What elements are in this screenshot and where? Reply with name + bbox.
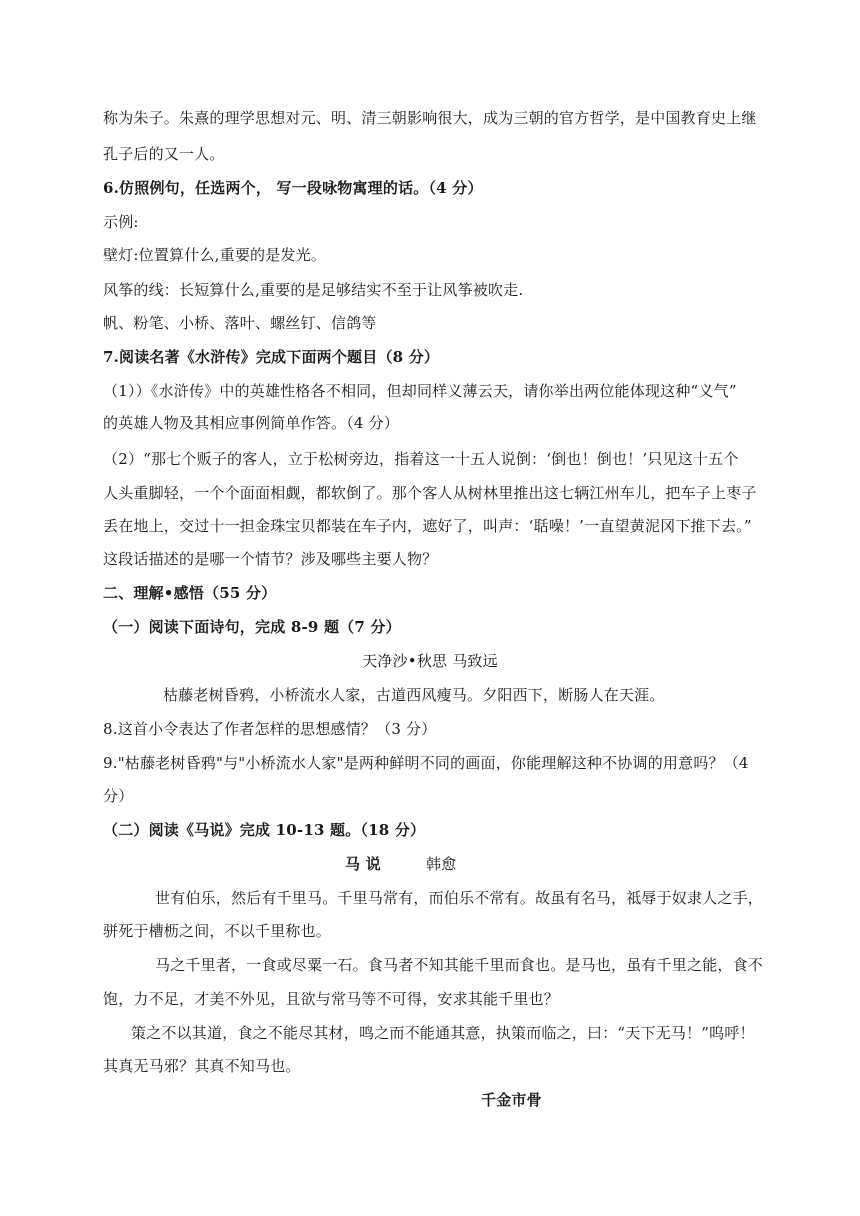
text-line: 孔子后的又一人。 bbox=[103, 145, 225, 163]
poem-text: 枯藤老树昏鸦，小桥流水人家，古道西风瘦马。夕阳西下，断肠人在天涯。 bbox=[163, 686, 665, 704]
essay-text: 世有伯乐，然后有千里马。千里马常有，而伯乐不常有。故虽有名马，祗辱于奴隶人之手， bbox=[155, 889, 764, 907]
subsection-heading: （二）阅读《马说》完成 10-13 题。（18 分） bbox=[103, 821, 426, 839]
poem-title: 天净沙•秋思 马致远 bbox=[362, 652, 498, 670]
text-line: 帆、粉笔、小桥、落叶、螺丝钉、信鸽等 bbox=[103, 314, 377, 332]
next-passage-title: 千金市骨 bbox=[481, 1091, 542, 1109]
text-line: 的英雄人物及其相应事例简单作答。（4 分） bbox=[103, 414, 400, 432]
text-line: 示例: bbox=[103, 213, 139, 231]
text-line: （2）“那七个贩子的客人，立于松树旁边，指着这一十五人说倒：‘倒也！倒也！’只见这十五个 bbox=[103, 450, 739, 468]
question-6-heading: 6.仿照例句，任选两个， 写一段咏物寓理的话。（4 分） bbox=[103, 179, 483, 197]
text-line: 这段话描述的是哪一个情节？涉及哪些主要人物？ bbox=[103, 550, 438, 568]
text-line: 人头重脚轻，一个个面面相觑，都软倒了。那个客人从树林里推出这七辆江州车儿，把车子上枣子 bbox=[103, 484, 757, 502]
text-line: 壁灯:位置算什么,重要的是发光。 bbox=[103, 246, 327, 264]
essay-text: 饱，力不足，才美不外见，且欲与常马等不可得，安求其能千里也？ bbox=[103, 990, 560, 1008]
subsection-heading: （一）阅读下面诗句，完成 8-9 题（7 分） bbox=[103, 618, 401, 636]
essay-text: 其真无马邪？其真不知马也。 bbox=[103, 1057, 301, 1075]
section-heading: 二、理解•感悟（55 分） bbox=[103, 584, 277, 602]
essay-text: 策之不以其道，食之不能尽其材，鸣之而不能通其意，执策而临之，曰：“天下无马！”呜呼！ bbox=[131, 1024, 755, 1042]
essay-title: 马 说 bbox=[345, 855, 381, 873]
text-line: 9."枯藤老树昏鸦"与"小桥流水人家"是两种鲜明不同的画面，你能理解这种不协调的用意吗？（4 bbox=[103, 754, 749, 772]
question-7-heading: 7.阅读名著《水浒传》完成下面两个题目（8 分） bbox=[103, 348, 440, 366]
text-line: （1））《水浒传》中的英雄性格各不相同，但却同样义薄云天，请你举出两位能体现这种“义气” bbox=[103, 382, 737, 400]
text-line: 8.这首小令表达了作者怎样的思想感情？（3 分） bbox=[103, 720, 437, 738]
text-line: 风筝的线：长短算什么,重要的是足够结实不至于让风筝被吹走. bbox=[103, 281, 524, 299]
text-line: 分） bbox=[103, 787, 134, 805]
text-line: 丢在地上，交过十一担金珠宝贝都装在车子内，遮好了，叫声：‘聒噪！’一直望黄泥冈下推下去。” bbox=[103, 517, 752, 535]
essay-text: 骈死于槽枥之间，不以千里称也。 bbox=[103, 922, 332, 940]
essay-author: 韩愈 bbox=[426, 855, 457, 873]
text-line: 称为朱子。朱熹的理学思想对元、明、清三朝影响很大，成为三朝的官方哲学，是中国教育史上继 bbox=[103, 109, 757, 127]
essay-text: 马之千里者，一食或尽粟一石。食马者不知其能千里而食也。是马也，虽有千里之能，食不 bbox=[155, 956, 764, 974]
